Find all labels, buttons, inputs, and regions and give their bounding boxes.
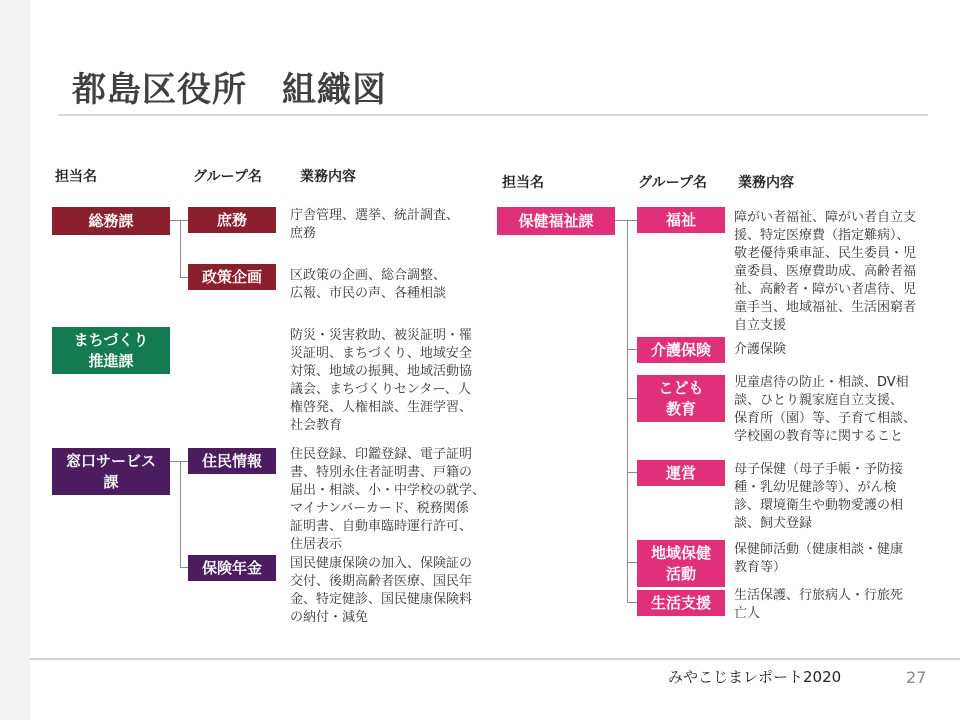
- desc-line: 亡人: [734, 606, 761, 621]
- desc-hoken-nenkin: [290, 555, 472, 627]
- connector: [170, 461, 188, 462]
- group-hoken-nenkin: [188, 555, 276, 581]
- group-unei-label: 運営: [665, 463, 696, 482]
- header-group-left: グループ名: [193, 169, 262, 185]
- page-title: 都島区役所 組織図: [72, 70, 387, 110]
- group-seikatsu-shien-label: 生活支援: [650, 593, 711, 612]
- desc-line: 広報、市民の声、各種相談: [290, 286, 447, 301]
- group-chiiki-hoken-label-line: 活動: [665, 564, 696, 583]
- desc-line: 談、飼犬登録: [734, 516, 813, 531]
- desc-line: 生活保護、行旅病人・行旅死: [734, 588, 904, 603]
- group-chiiki-hoken-label-line: 地域保健: [650, 543, 711, 562]
- connector: [627, 220, 628, 603]
- dept-soumu-label: 総務課: [88, 211, 134, 230]
- group-unei: [637, 460, 725, 486]
- desc-line: 住民登録、印鑑登録、電子証明: [290, 447, 473, 462]
- group-juumin-jouhou-label: 住民情報: [201, 451, 262, 470]
- desc-line: 障がい者福祉、障がい者自立支: [734, 210, 917, 225]
- desc-juumin-jouhou: [290, 446, 485, 554]
- dept-machizukuri-label-line: まちづくり: [73, 330, 149, 349]
- desc-line: 種・乳幼児健診等）、がん検: [734, 480, 897, 495]
- connector: [627, 602, 637, 603]
- desc-line: マイナンバーカード、税務関係: [290, 501, 469, 516]
- group-fukushi: [637, 207, 725, 233]
- dept-madoguchi: [52, 448, 170, 495]
- connector: [627, 562, 637, 563]
- group-fukushi-label: 福祉: [665, 210, 696, 229]
- desc-seisaku-kikaku: [290, 267, 446, 303]
- dept-soumu: [52, 207, 170, 235]
- desc-line: 対策、地域の振興、地域活動協: [290, 364, 473, 379]
- group-kodomo-kyouiku-label-line: こども: [658, 378, 704, 397]
- desc-line: 防災・災害救助、被災証明・罹: [290, 328, 473, 343]
- desc-machizukuri: [290, 327, 472, 435]
- desc-line: 権啓発、人権相談、生涯学習、: [290, 400, 473, 415]
- desc-line: 庶務: [290, 226, 317, 241]
- desc-line: 母子保健（母子手帳・予防接: [734, 462, 904, 477]
- header-tantou-right: 担当名: [502, 175, 544, 191]
- desc-fukushi: [734, 209, 916, 335]
- desc-line: 童委員、医療費助成、高齢者福: [734, 264, 917, 279]
- desc-seikatsu-shien: [734, 587, 903, 623]
- group-kaigo-hoken: [637, 337, 725, 363]
- desc-line: 区政策の企画、総合調整、: [290, 268, 447, 283]
- header-group-right: グループ名: [638, 175, 707, 191]
- group-kodomo-kyouiku-label-line: 教育: [665, 399, 696, 418]
- dept-machizukuri-label-line: 推進課: [88, 351, 134, 370]
- desc-line: 保健師活動（健康相談・健康: [734, 542, 904, 557]
- connector: [170, 220, 188, 221]
- desc-line: 診、環境衛生や動物愛護の相: [734, 498, 904, 513]
- connector: [627, 398, 637, 399]
- desc-line: 児童虐待の防止・相談、DV相: [734, 375, 909, 390]
- dept-hoken-fukushi: [497, 207, 615, 235]
- connector: [180, 220, 181, 278]
- desc-line: 災証明、まちづくり、地域安全: [290, 346, 472, 361]
- connector: [627, 349, 637, 350]
- header-gyoumu-left: 業務内容: [300, 169, 356, 185]
- header-tantou-left: 担当名: [55, 169, 97, 185]
- group-kodomo-kyouiku: [637, 375, 725, 422]
- desc-line: 証明書、自動車臨時運行許可、: [290, 519, 473, 534]
- desc-line: 教育等）: [734, 560, 787, 575]
- dept-madoguchi-label-line: 窓口サービス: [65, 451, 156, 470]
- footer-report-name: みやこじまレポート2020: [668, 668, 842, 686]
- desc-line: 庁舎管理、選挙、統計調査、: [290, 208, 460, 223]
- desc-line: 敬老優待乗車証、民生委員・児: [734, 246, 917, 261]
- group-shomu-label: 庶務: [216, 210, 247, 229]
- desc-line: 国民健康保険の加入、保険証の: [290, 556, 473, 571]
- connector: [180, 277, 188, 278]
- desc-line: 援、特定医療費（指定難病）、: [734, 228, 910, 243]
- group-chiiki-hoken: [637, 540, 725, 587]
- page-number: 27: [906, 668, 927, 687]
- header-gyoumu-right: 業務内容: [738, 175, 794, 191]
- desc-unei: [734, 461, 903, 533]
- title-divider: [58, 114, 928, 116]
- dept-hoken-fukushi-label: 保健福祉課: [518, 211, 594, 230]
- desc-kaigo-hoken: [734, 341, 786, 359]
- desc-line: 書、特別永住者証明書、戸籍の: [290, 465, 473, 480]
- desc-line: 金、特定健診、国民健康保険料: [290, 592, 473, 607]
- desc-line: 祉、高齢者・障がい者虐待、児: [734, 282, 917, 297]
- desc-line: 社会教育: [290, 418, 343, 433]
- desc-chiiki-hoken: [734, 541, 903, 577]
- desc-line: 自立支援: [734, 318, 787, 333]
- connector: [627, 472, 637, 473]
- side-strip: [0, 0, 30, 720]
- desc-line: 交付、後期高齢者医療、国民年: [290, 574, 473, 589]
- group-kaigo-hoken-label: 介護保険: [650, 340, 711, 359]
- desc-line: 介護保険: [734, 342, 787, 357]
- desc-shomu: [290, 207, 459, 243]
- group-seisaku-kikaku: [188, 264, 276, 290]
- desc-line: 学校園の教育等に関すること: [734, 429, 904, 444]
- dept-madoguchi-label-line: 課: [103, 472, 119, 491]
- connector: [615, 220, 637, 221]
- desc-line: 保育所（園）等、子育て相談、: [734, 411, 917, 426]
- group-juumin-jouhou: [188, 448, 276, 474]
- desc-line: 談、ひとり親家庭自立支援、: [734, 393, 904, 408]
- group-seisaku-kikaku-label: 政策企画: [201, 267, 262, 286]
- connector: [180, 567, 188, 568]
- desc-kodomo-kyouiku: [734, 374, 916, 446]
- group-seikatsu-shien: [637, 590, 725, 616]
- footer-divider: [30, 658, 960, 660]
- group-hoken-nenkin-label: 保険年金: [201, 558, 262, 577]
- desc-line: 議会、まちづくりセンター、人: [290, 382, 471, 397]
- dept-machizukuri: [52, 327, 170, 374]
- desc-line: 届出・相談、小・中学校の就学、: [290, 483, 486, 498]
- connector: [180, 461, 181, 568]
- desc-line: の納付・減免: [290, 610, 369, 625]
- desc-line: 童手当、地域福祉、生活困窮者: [734, 300, 917, 315]
- group-shomu: [188, 207, 276, 233]
- desc-line: 住居表示: [290, 537, 343, 552]
